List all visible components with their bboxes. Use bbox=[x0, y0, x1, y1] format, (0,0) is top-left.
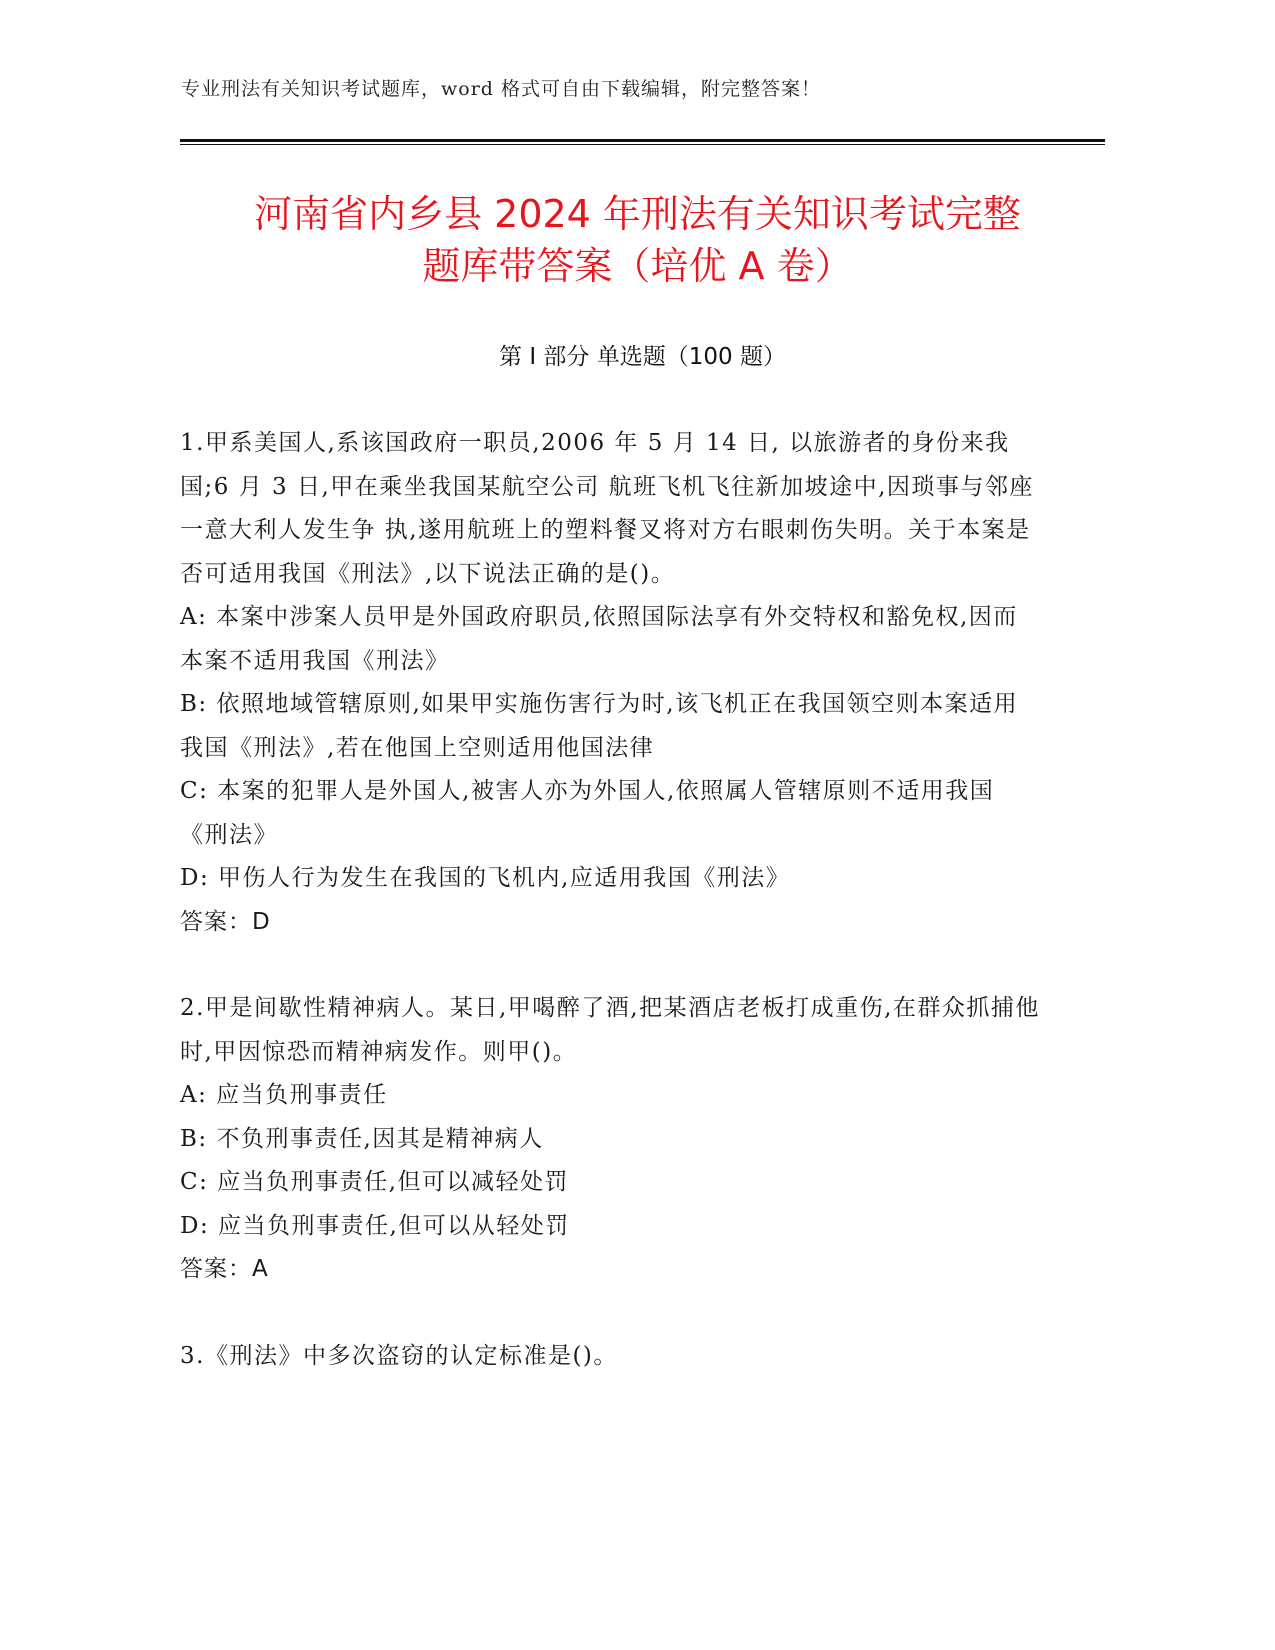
answer: 答案：D bbox=[180, 908, 271, 935]
option-c: C: 应当负刑事责任,但可以减轻处罚 bbox=[180, 1169, 569, 1195]
document-title-line-1: 河南省内乡县 2024 年刑法有关知识考试完整 bbox=[254, 192, 1021, 236]
section-title: 第 I 部分 单选题（100 题） bbox=[499, 344, 786, 370]
option-a: A: 本案中涉案人员甲是外国政府职员,依照国际法享有外交特权和豁免权,因而本案不适用我国《刑法》 bbox=[180, 604, 1018, 674]
document-title-line-2: 题库带答案（培优 A 卷） bbox=[422, 244, 853, 288]
option-b: B: 不负刑事责任,因其是精神病人 bbox=[180, 1125, 544, 1152]
question-3 bbox=[180, 1335, 1040, 1379]
answer: 答案：A bbox=[180, 1256, 269, 1282]
option-c: C: 本案的犯罪人是外国人,被害人亦为外国人,依照属人管辖原则不适用我国《刑法》 bbox=[180, 778, 995, 848]
option-b: B: 依照地域管辖原则,如果甲实施伤害行为时,该飞机正在我国领空则本案适用我国《刑法》,若在他国上空则适用他国法律 bbox=[180, 691, 1019, 761]
header-rule-thick bbox=[180, 139, 1105, 142]
header-note: 专业刑法有关知识考试题库，word 格式可自由下载编辑，附完整答案！ bbox=[181, 78, 821, 100]
question-2 bbox=[180, 987, 1040, 1292]
question-list bbox=[180, 422, 1040, 1378]
option-d: D: 应当负刑事责任,但可以从轻处罚 bbox=[180, 1212, 570, 1239]
question-spacer bbox=[180, 944, 1040, 987]
option-d: D: 甲伤人行为发生在我国的飞机内,应适用我国《刑法》 bbox=[180, 865, 791, 891]
document-title bbox=[170, 188, 1105, 292]
question-1 bbox=[180, 422, 1040, 944]
option-a: A: 应当负刑事责任 bbox=[180, 1082, 388, 1108]
header-rule-thin bbox=[180, 144, 1105, 145]
question-spacer bbox=[180, 1292, 1040, 1335]
question-text: 2.甲是间歇性精神病人。某日,甲喝醉了酒,把某酒店老板打成重伤,在群众抓捕他时,甲因惊恐而精神病发作。则甲()。 bbox=[180, 995, 1040, 1065]
question-text: 1.甲系美国人,系该国政府一职员,2006 年 5 月 14 日, 以旅游者的身份来我国;6 月 3 日,甲在乘坐我国某航空公司 航班飞机飞往新加坡途中,因琐事与邻座一意大利人发生争 执,遂用航班上的塑料餐叉将对方右眼刺伤失明。关于本案是否可适用我国《刑法》,以下说法正确的是()。 bbox=[180, 430, 1034, 587]
question-text: 3.《刑法》中多次盗窃的认定标准是()。 bbox=[180, 1342, 618, 1369]
